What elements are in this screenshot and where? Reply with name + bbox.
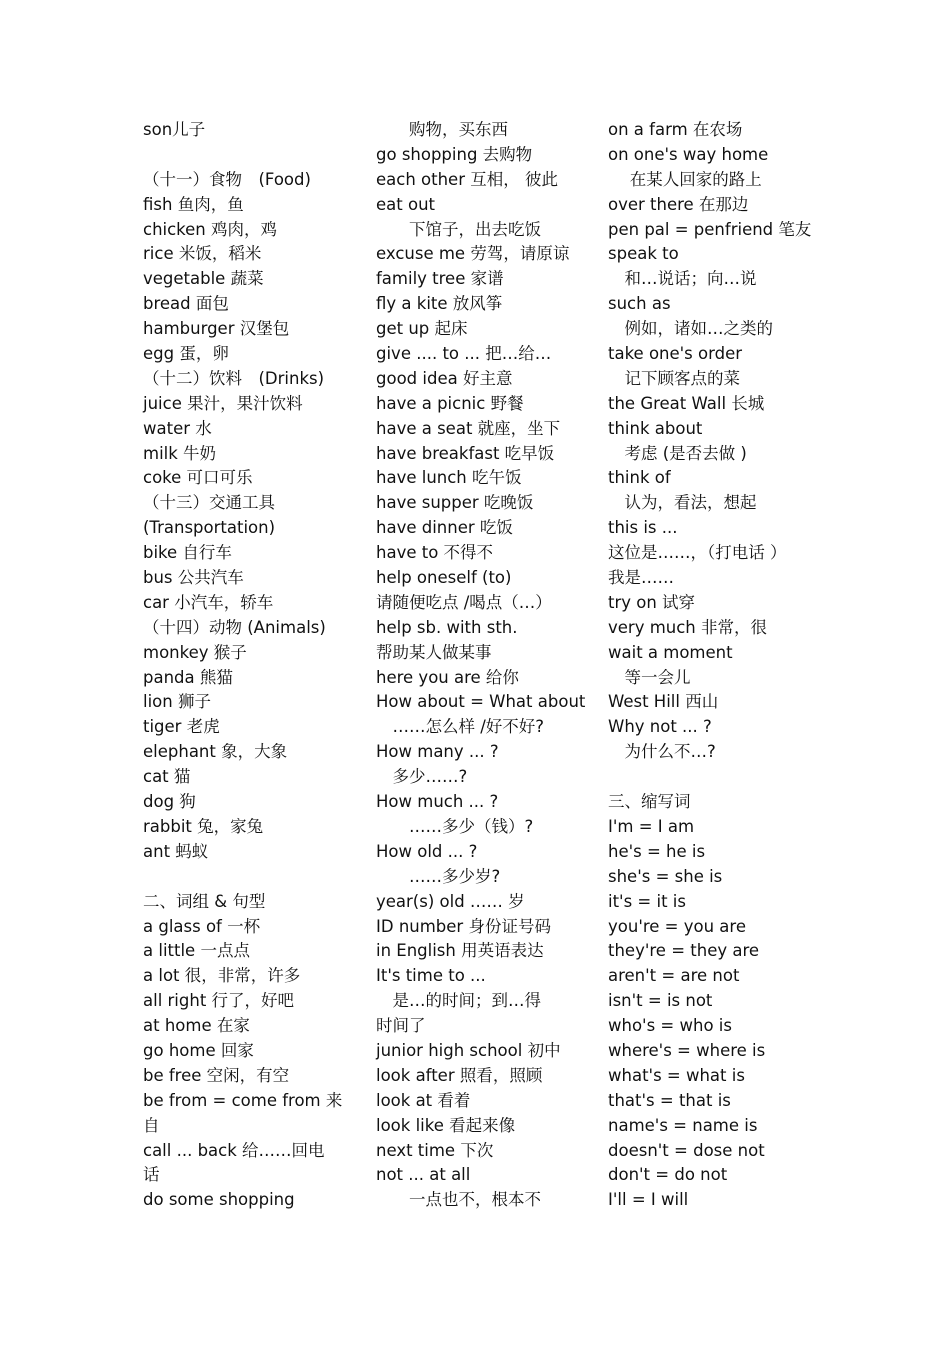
text-line: have a picnic 野餐 xyxy=(376,393,524,413)
text-line: （十一）食物 (Food) xyxy=(143,169,311,189)
text-line: call ... back 给……回电 xyxy=(143,1140,325,1160)
text-line: look like 看起来像 xyxy=(376,1115,516,1135)
text-line: 这位是……，（打电话 ） xyxy=(608,543,787,563)
text-line: How about = What about xyxy=(376,692,586,712)
text-line: How much ... ? xyxy=(376,792,499,812)
text-line: dog 狗 xyxy=(143,792,196,812)
text-line: next time 下次 xyxy=(376,1140,494,1160)
text-line: name's = name is xyxy=(608,1115,758,1135)
text-line: pen pal = penfriend 笔友 xyxy=(608,219,812,239)
text-line: 等一会儿 xyxy=(608,667,691,687)
text-line: ant 蚂蚁 xyxy=(143,841,209,861)
text-line: junior high school 初中 xyxy=(376,1040,561,1060)
text-line: 话 xyxy=(143,1165,160,1185)
text-line: a little 一点点 xyxy=(143,941,250,961)
text-line: go home 回家 xyxy=(143,1040,254,1060)
text-line: on one's way home xyxy=(608,144,769,164)
text-line: don't = do not xyxy=(608,1165,728,1185)
vocabulary-column-right xyxy=(608,118,823,1213)
text-line: look after 照看，照顾 xyxy=(376,1065,543,1085)
text-line: ……多少岁? xyxy=(376,866,501,886)
vocabulary-column-left xyxy=(143,118,358,1213)
text-line: here you are 给你 xyxy=(376,667,519,687)
text-line: give .... to ... 把…给… xyxy=(376,344,552,364)
text-line: fish 鱼肉，鱼 xyxy=(143,194,244,214)
text-line: vegetable 蔬菜 xyxy=(143,269,264,289)
text-line: egg 蛋，卵 xyxy=(143,344,229,364)
text-line: 是…的时间；到…得 xyxy=(376,991,541,1011)
text-line: have dinner 吃饭 xyxy=(376,518,513,538)
text-line: a glass of 一杯 xyxy=(143,916,261,936)
text-line: Why not ... ? xyxy=(608,717,712,737)
blank-line xyxy=(608,765,823,790)
text-line: be free 空闲，有空 xyxy=(143,1065,290,1085)
text-line: monkey 猴子 xyxy=(143,642,247,662)
text-line: have a seat 就座，坐下 xyxy=(376,418,561,438)
text-line: that's = that is xyxy=(608,1090,731,1110)
text-line: look at 看着 xyxy=(376,1090,471,1110)
text-line: this is ... xyxy=(608,518,678,538)
text-line: How old ... ? xyxy=(376,841,478,861)
blank-line xyxy=(143,865,358,890)
text-line: ID number 身份证号码 xyxy=(376,916,551,936)
text-line: car 小汽车，轿车 xyxy=(143,592,274,612)
text-line: you're = you are xyxy=(608,916,746,936)
text-line: have supper 吃晚饭 xyxy=(376,493,534,513)
text-line: ……怎么样 /好不好? xyxy=(376,717,545,737)
text-line: good idea 好主意 xyxy=(376,368,513,388)
text-line: (Transportation) xyxy=(143,518,276,538)
text-line: take one's order xyxy=(608,344,743,364)
text-line: （十四）动物 (Animals) xyxy=(143,617,326,637)
text-line: it's = it is xyxy=(608,891,686,911)
text-line: year(s) old …… 岁 xyxy=(376,891,525,911)
text-line: help oneself (to) xyxy=(376,568,512,588)
blank-line xyxy=(143,143,358,168)
text-line: juice 果汁，果汁饮料 xyxy=(143,393,303,413)
text-line: who's = who is xyxy=(608,1016,732,1036)
text-line: 下馆子，出去吃饭 xyxy=(376,219,541,239)
text-line: on a farm 在农场 xyxy=(608,120,743,139)
text-line: have lunch 吃午饭 xyxy=(376,468,522,488)
text-line: tiger 老虎 xyxy=(143,717,220,737)
text-line: 记下顾客点的菜 xyxy=(608,368,740,388)
text-line: 一点也不，根本不 xyxy=(376,1190,541,1210)
text-line: West Hill 西山 xyxy=(608,692,719,712)
text-line: 时间了 xyxy=(376,1016,426,1036)
text-line: 二、词组 & 句型 xyxy=(143,891,266,911)
text-line: where's = where is xyxy=(608,1040,766,1060)
text-line: fly a kite 放风筝 xyxy=(376,294,503,314)
text-line: over there 在那边 xyxy=(608,194,749,214)
text-line: panda 熊猫 xyxy=(143,667,233,687)
text-line: all right 行了，好吧 xyxy=(143,991,295,1011)
text-line: bus 公共汽车 xyxy=(143,568,244,588)
text-line: 和…说话；向…说 xyxy=(608,269,757,289)
text-line: bike 自行车 xyxy=(143,543,232,563)
text-line: they're = they are xyxy=(608,941,760,961)
text-line: 我是…… xyxy=(608,568,674,588)
text-line: have breakfast 吃早饭 xyxy=(376,443,555,463)
text-line: think of xyxy=(608,468,671,488)
text-line: 自 xyxy=(143,1115,160,1135)
text-line: （十三）交通工具 xyxy=(143,493,275,513)
text-line: think about xyxy=(608,418,703,438)
text-line: I'll = I will xyxy=(608,1190,689,1210)
text-line: 三、缩写词 xyxy=(608,792,691,812)
text-line: water 水 xyxy=(143,418,212,438)
text-line: hamburger 汉堡包 xyxy=(143,319,290,339)
text-line: he's = he is xyxy=(608,841,706,861)
text-line: （十二）饮料 (Drinks) xyxy=(143,368,325,388)
text-line: 帮助某人做某事 xyxy=(376,642,492,662)
text-line: 例如，诸如…之类的 xyxy=(608,319,773,339)
vocabulary-column-middle xyxy=(376,118,591,1213)
text-line: wait a moment xyxy=(608,642,733,662)
text-line: be from = come from 来 xyxy=(143,1090,343,1110)
text-line: not ... at all xyxy=(376,1165,471,1185)
text-line: what's = what is xyxy=(608,1065,745,1085)
text-line: excuse me 劳驾，请原谅 xyxy=(376,244,570,264)
text-line: coke 可口可乐 xyxy=(143,468,253,488)
text-line: ……多少（钱）? xyxy=(376,816,534,836)
text-line: 购物，买东西 xyxy=(376,120,508,139)
text-line: help sb. with sth. xyxy=(376,617,518,637)
text-line: I'm = I am xyxy=(608,816,695,836)
text-line: eat out xyxy=(376,194,435,214)
text-line: the Great Wall 长城 xyxy=(608,393,765,413)
text-line: a lot 很，非常，许多 xyxy=(143,966,301,986)
text-line: chicken 鸡肉，鸡 xyxy=(143,219,278,239)
text-line: such as xyxy=(608,294,671,314)
text-line: isn't = is not xyxy=(608,991,713,1011)
text-line: aren't = are not xyxy=(608,966,740,986)
text-line: bread 面包 xyxy=(143,294,229,314)
text-line: rice 米饭，稻米 xyxy=(143,244,262,264)
text-line: son儿子 xyxy=(143,120,206,139)
text-line: do some shopping xyxy=(143,1190,295,1210)
text-line: 认为，看法，想起 xyxy=(608,493,757,513)
text-line: How many ... ? xyxy=(376,742,499,762)
text-line: doesn't = dose not xyxy=(608,1140,765,1160)
text-line: lion 狮子 xyxy=(143,692,211,712)
text-line: go shopping 去购物 xyxy=(376,144,533,164)
text-line: at home 在家 xyxy=(143,1016,250,1036)
text-line: each other 互相， 彼此 xyxy=(376,169,558,189)
text-line: It's time to ... xyxy=(376,966,486,986)
text-line: very much 非常，很 xyxy=(608,617,768,637)
text-line: try on 试穿 xyxy=(608,592,696,612)
text-line: 为什么不…? xyxy=(608,742,716,762)
text-line: elephant 象，大象 xyxy=(143,742,288,762)
text-line: cat 猫 xyxy=(143,767,191,787)
text-line: milk 牛奶 xyxy=(143,443,217,463)
text-line: have to 不得不 xyxy=(376,543,494,563)
text-line: rabbit 兔，家兔 xyxy=(143,816,264,836)
text-line: she's = she is xyxy=(608,866,723,886)
text-line: get up 起床 xyxy=(376,319,468,339)
text-line: 在某人回家的路上 xyxy=(608,169,762,189)
text-line: 请随便吃点 /喝点（…） xyxy=(376,592,552,612)
text-line: speak to xyxy=(608,244,679,264)
text-line: in English 用英语表达 xyxy=(376,941,544,961)
text-line: 考虑 (是否去做 ) xyxy=(608,443,747,463)
text-line: family tree 家谱 xyxy=(376,269,504,289)
text-line: 多少……? xyxy=(376,767,468,787)
